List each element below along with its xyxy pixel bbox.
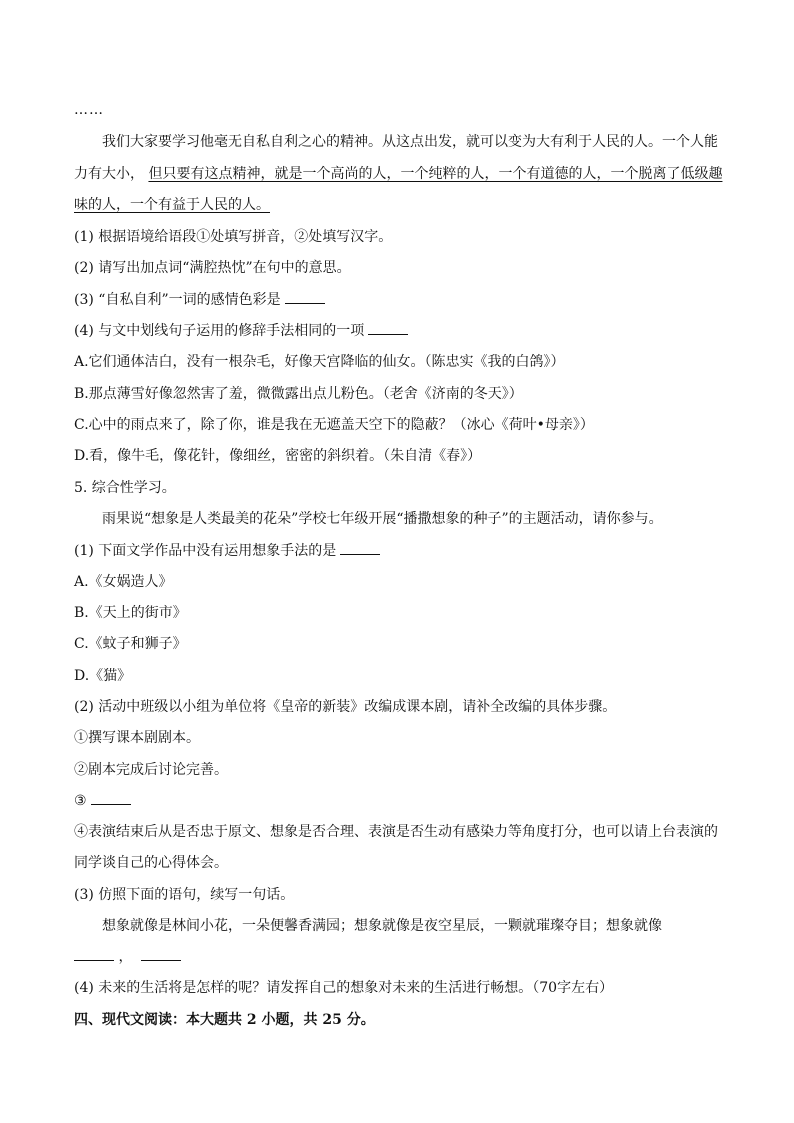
q5-option-b: B.《天上的街市》 [74,605,187,621]
section-4-heading: 四、现代文阅读：本大题共 2 小题，共 25 分。 [74,1012,375,1028]
q5-sub2: (2) 活动中班级以小组为单位将《皇帝的新装》改编成课本剧，请补全改编的具体步骤。 [74,699,617,715]
q5-step-3 [74,791,722,811]
q4-sub4 [74,321,722,341]
q5-imitate: 想象就像是林间小花，一朵便馨香满园；想象就像是夜空星辰，一颗就璀璨夺目；想象就像 [102,918,662,934]
q4-option-c: C.心中的雨点来了，除了你，谁是我在无遮盖天空下的隐蔽？（冰心《荷叶•母亲》） [74,417,594,433]
q4-sub2: (2) 请写出加点词“满腔热忱”在句中的意思。 [74,260,351,276]
q4-sub3-text: (3) “自私自利”一词的感情色彩是 [74,292,281,308]
answer-blank[interactable] [91,792,131,805]
q5-step-2: ②剧本完成后讨论完善。 [74,762,228,778]
answer-blank[interactable] [285,291,325,304]
q5-sub1 [74,541,722,561]
q4-option-d: D.看，像牛毛，像花针，像细丝，密密的斜织着。（朱自清《春》） [74,448,482,464]
q4-sub1: (1) 根据语境给语段①处填写拼音，②处填写汉字。 [74,229,393,245]
q5-intro: 雨果说“想象是人类最美的花朵”学校七年级开展“播撒想象的种子”的主题活动，请你参与。 [102,511,663,527]
q5-option-c: C.《蚊子和狮子》 [74,636,187,652]
answer-blank[interactable] [340,542,380,555]
q5-step-4-line-2: 同学谈自己的心得体会。 [74,855,228,871]
ellipsis: …… [74,102,104,118]
passage-line-1: 我们大家要学习他毫无自私自利之心的精神。从这点出发，就可以变为大有利于人民的人。一个人能 [102,134,718,150]
q4-option-a: A.它们通体洁白，没有一根杂毛，好像天宫降临的仙女。（陈忠实《我的白鸽》） [74,354,565,370]
q5-option-d: D.《猫》 [74,668,132,684]
q5-step-3-text: ③ [74,793,87,809]
q4-sub3 [74,290,722,310]
passage-line-2 [74,164,722,184]
q4-sub4-text: (4) 与文中划线句子运用的修辞手法相同的一项 [74,323,365,339]
blank-separator: ， [118,949,133,965]
q5-imitate-blanks [74,947,722,967]
q5-sub3: (3) 仿照下面的语句，续写一句话。 [74,887,295,903]
passage-line-3 [74,195,722,215]
q5-step-1: ①撰写课本剧剧本。 [74,730,200,746]
ellipsis-text [74,100,722,120]
underlined-sentence-part-1: 但只要有这点精神，就是一个高尚的人，一个纯粹的人，一个有道德的人，一个脱离了低级趣 [148,166,723,182]
q5-title: 5. 综合性学习。 [74,480,176,496]
q5-step-4-line-1: ④表演结束后从是否忠于原文、想象是否合理、表演是否生动有感染力等角度打分，也可以请上台表演的 [74,824,718,840]
answer-blank[interactable] [74,948,114,961]
passage-line-2-plain: 力有大小， [74,166,144,182]
answer-blank[interactable] [141,948,181,961]
answer-blank[interactable] [368,322,408,335]
q5-sub1-text: (1) 下面文学作品中没有运用想象手法的是 [74,543,337,559]
q5-sub4: (4) 未来的生活将是怎样的呢？请发挥自己的想象对未来的生活进行畅想。（70字左右） [74,980,614,996]
q5-option-a: A.《女娲造人》 [74,574,173,590]
q4-option-b: B.那点薄雪好像忽然害了羞，微微露出点儿粉色。（老舍《济南的冬天》） [74,386,523,402]
underlined-sentence-part-2: 味的人，一个有益于人民的人。 [74,197,270,213]
